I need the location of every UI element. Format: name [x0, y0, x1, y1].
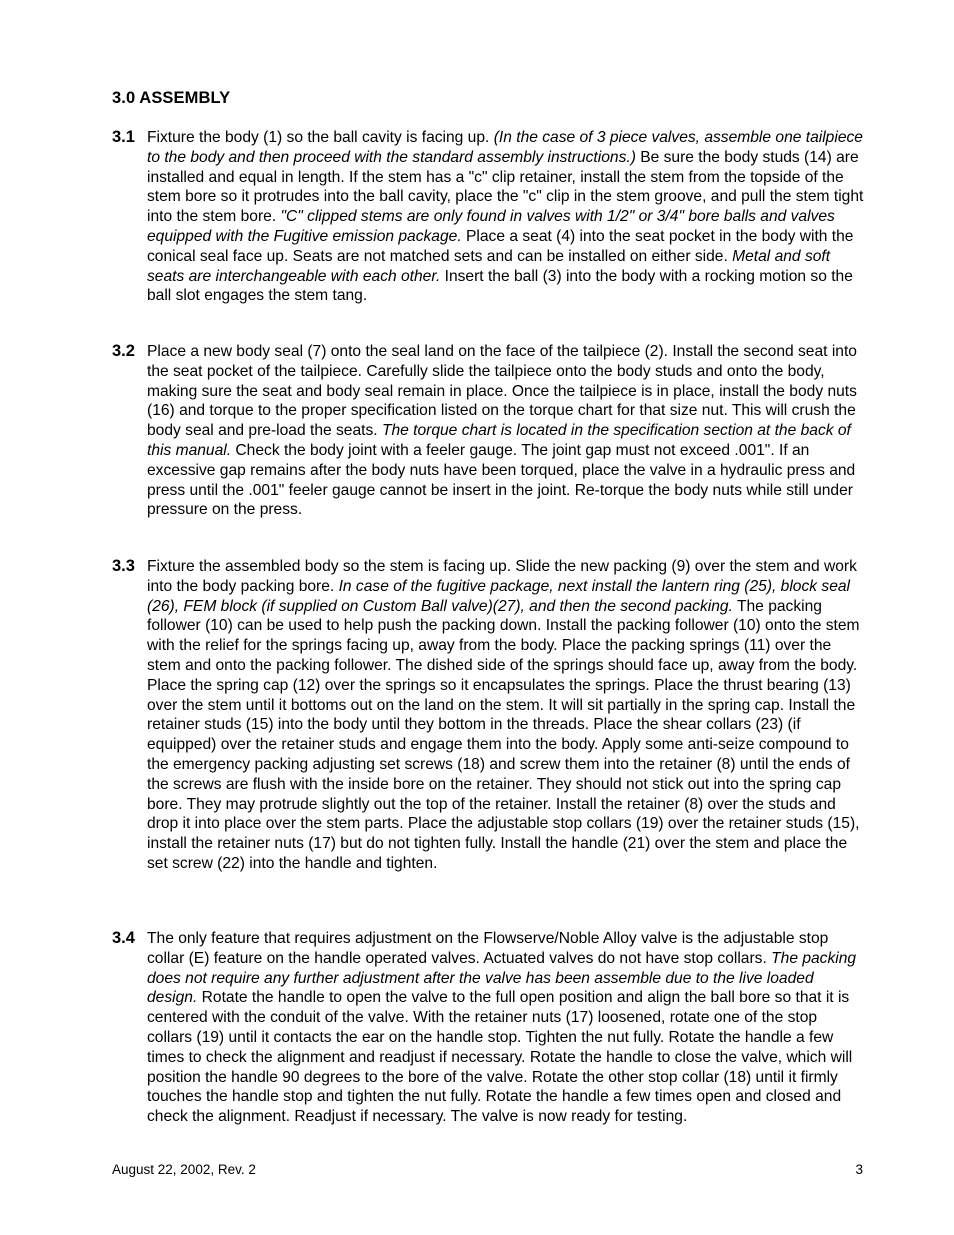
section-3-3 [112, 557, 864, 874]
section-number: 3.1 [112, 128, 135, 146]
italic-text-run: "C" clipped stems are only found in valves with 1/2" or 3/4" bore balls and valves equipped with the Fugitive emission package. [147, 208, 835, 245]
section-number: 3.2 [112, 342, 135, 360]
italic-text-run: (In the case of 3 piece valves, assemble one tailpiece to the body and then proceed with the standard assembly instructions.) [147, 129, 863, 166]
text-run: The only feature that requires adjustment on the Flowserve/Noble Alloy valve is the adjustable stop collar (E) feature on the handle operated valves. Actuated valves do not have stop collars. [147, 930, 829, 967]
section-3-1 [112, 128, 864, 306]
footer-page-number: 3 [855, 1162, 863, 1177]
section-number: 3.3 [112, 557, 135, 575]
section-heading: 3.0 ASSEMBLY [112, 89, 231, 107]
section-3-2 [112, 342, 864, 520]
italic-text-run: The torque chart is located in the specification section at the back of this manual. [147, 422, 851, 459]
text-run: Place a new body seal (7) onto the seal land on the face of the tailpiece (2). Install the second seat into the seat pocket of the tailpiece. Carefully slide the tailpiece onto the body studs and onto the body, making sure the seat and body seal remain in place. Once the tailpiece is in place, install the body nuts (16) and torque to the proper specification listed on the torque chart for that size nut. This will crush the body seal and pre-load the seats. [147, 343, 857, 440]
section-number: 3.4 [112, 929, 135, 947]
text-run: Check the body joint with a feeler gauge. The joint gap must not exceed .001". If an excessive gap remains after the body nuts have been torqued, place the valve in a hydraulic press and press until the .001" feeler gauge cannot be insert in the joint. Re-torque the body nuts while still under pressure on the press. [147, 441, 856, 519]
section-body [147, 557, 864, 874]
section-body [147, 128, 864, 306]
text-run: Be sure the body studs (14) are installed and equal in length. If the stem has a "c" clip retainer, install the stem from the topside of the stem bore so it protrudes into the ball cavity, place the "c" clip in the stem groove, and pull the stem tight into the stem bore. [147, 148, 864, 226]
text-run: Rotate the handle to open the valve to the full open position and align the ball bore so that it is centered with the conduit of the valve. With the retainer nuts (17) loosened, rotate one of the stop collars (19) until it contacts the ear on the handle stop. Tighten the nut fully. Rotate the handle a few times to check the alignment and readjust if necessary. Rotate the handle to close the valve, which will position the handle 90 degrees to the bore of the valve. Rotate the other stop collar (18) until it firmly touches the handle stop and tighten the nut fully. Rotate the handle a few times open and closed and check the alignment. Readjust if necessary. The valve is now ready for testing. [147, 989, 853, 1126]
italic-text-run: Metal and soft seats are interchangeable with each other. [147, 247, 831, 285]
text-run: Fixture the assembled body so the stem is facing up. Slide the new packing (9) over the stem and work into the body packing bore. [147, 558, 857, 595]
section-body [147, 929, 864, 1127]
footer-date-revision: August 22, 2002, Rev. 2 [112, 1162, 256, 1177]
text-run: Fixture the body (1) so the ball cavity is facing up. [147, 129, 494, 146]
italic-text-run: In case of the fugitive package, next install the lantern ring (25), block seal (26), FEM block (if supplied on Custom Ball valve)(27), and then the second packing. [147, 577, 851, 615]
text-run: Insert the ball (3) into the body with a rocking motion so the ball slot engages the stem tang. [147, 267, 853, 305]
section-3-4 [112, 929, 864, 1127]
text-run: Place a seat (4) into the seat pocket in the body with the conical seal face up. Seats are not matched sets and can be installed on either side. [147, 227, 854, 265]
section-body [147, 342, 864, 520]
italic-text-run: The packing does not require any further adjustment after the valve has been assemble due to the live loaded design. [147, 949, 857, 1007]
text-run: The packing follower (10) can be used to help push the packing down. Install the packing follower (10) onto the stem with the relief for the springs facing up, away from the body. Place the packing springs (11) over the stem and onto the packing follower. The dished side of the springs should face up, away from the body. Place the spring cap (12) over the springs so it encapsulates the springs. Place the thrust bearing (13) over the stem until it bottoms out on the land on the stem. It will sit partially in the spring cap. Install the retainer studs (15) into the body until they bottom in the threads. Place the shear collars (23) (if equipped) over the retainer studs and engage them into the body. Apply some anti-seize compound to the emergency packing adjusting set screws (18) and screw them into the retainer (8) until the ends of the screws are flush with the inside bore on the retainer. They should not stick out into the spring cap bore. They may protrude slightly out the top of the retainer. Install the retainer (8) over the studs and drop it into place over the stem parts. Place the adjustable stop collars (19) over the retainer studs (15), install the retainer nuts (17) but do not tighten fully. Install the handle (21) over the stem and place the set screw (22) into the handle and tighten. [147, 597, 860, 872]
